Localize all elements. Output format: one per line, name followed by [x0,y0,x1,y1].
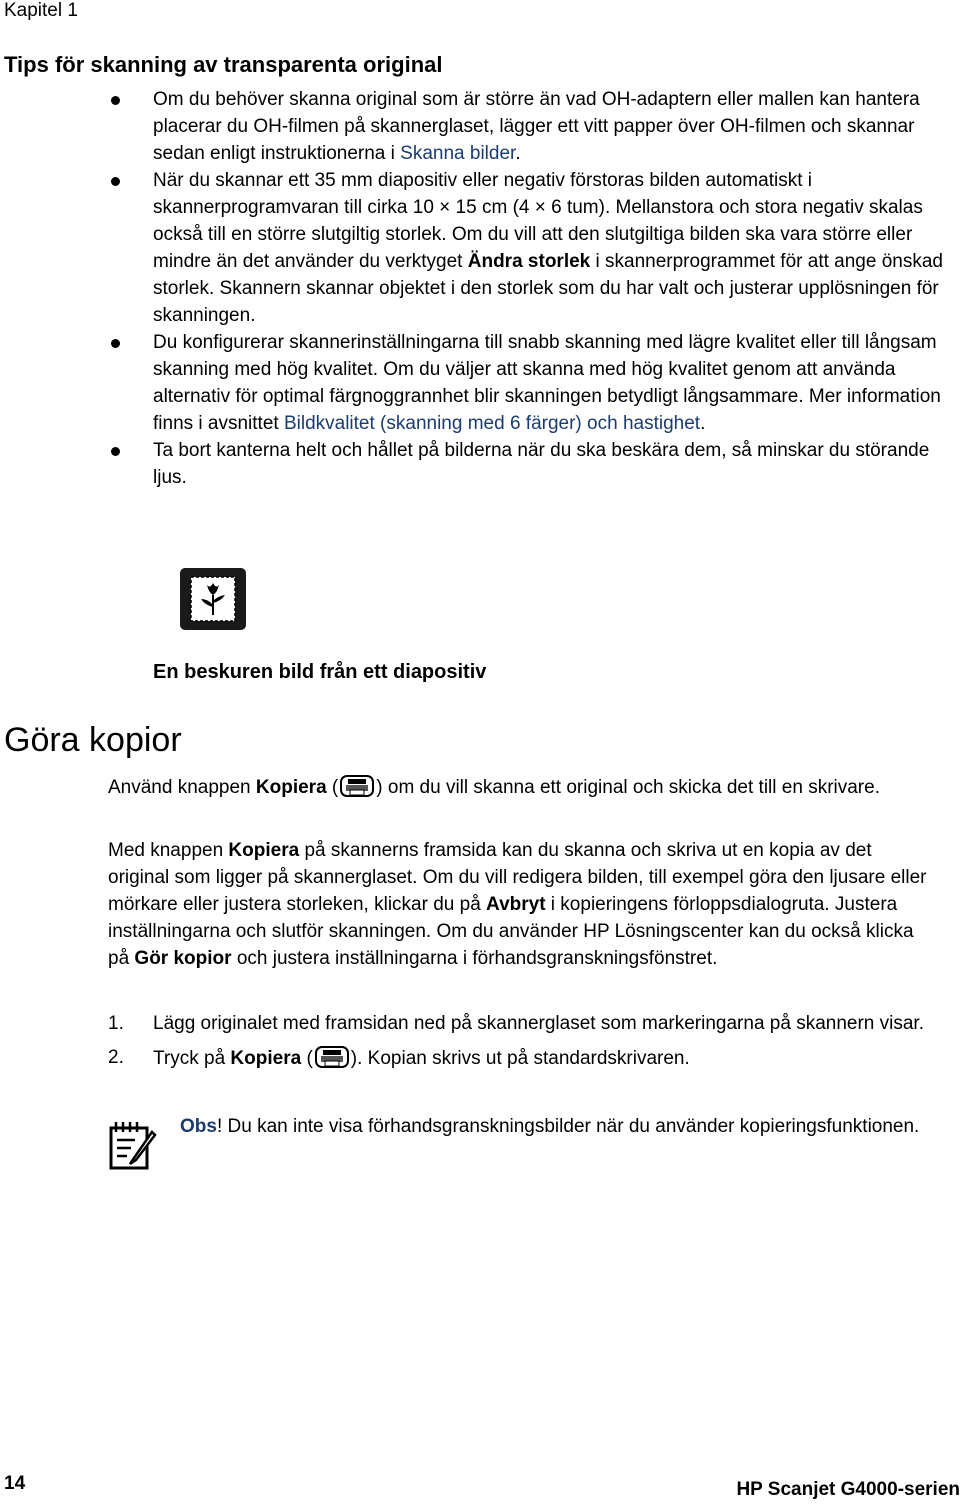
para-text: i kopieringens förloppsdialogruta. Justera inställningarna och slutför skanningen. Om du använder HP Lösningscenter kan du också klicka på [108,894,914,969]
bold-term-avbryt: Avbryt [486,894,546,915]
tips-list [110,86,960,491]
paren-open: ( [301,1048,313,1069]
bullet-dot-icon [111,339,120,348]
bold-term-kopiera: Kopiera [228,840,300,861]
figure-caption: En beskuren bild från ett diapositiv [153,661,487,683]
list-item [110,86,960,167]
para-text: på skannerns framsida kan du skanna och skriva ut en kopia av det original som ligger på skannerglaset. Om du vill redigera bilden, till exempel göra den ljusare eller mörkare eller justera storleken, klickar du på [108,840,927,915]
footer-product: HP Scanjet G4000-serien [736,1479,960,1500]
bullet-text: Ta bort kanterna helt och hållet på bilderna när du ska beskära dem, så minskar du störande ljus. [153,440,930,488]
bullet-text-end: . [700,413,706,434]
step-item [108,1044,938,1072]
note-label: Obs [180,1116,217,1137]
bullet-text-end: . [515,143,521,164]
bullet-text: Om du behöver skanna original som är större än vad OH-adaptern eller mallen kan hantera placerar du OH-filmen på skannerglaset, lägger ett vitt papper över OH-filmen och skannar sedan enligt instruktionerna i [153,89,920,164]
bullet-dot-icon [111,177,120,186]
running-head: Kapitel 1 [4,0,78,21]
link-bildkvalitet[interactable]: Bildkvalitet (skanning med 6 färger) och hastighet [283,413,701,434]
bold-term-kopiera: Kopiera [230,1048,302,1069]
step-text-end: ). Kopian skrivs ut på standardskrivaren. [350,1048,690,1069]
section-heading: Tips för skanning av transparenta original [4,52,443,77]
page-number: 14 [4,1473,26,1494]
paren-open: ( [326,777,339,798]
step-number: 1. [108,1013,124,1034]
link-skanna-bilder[interactable]: Skanna bilder [400,143,516,164]
copier-icon [339,773,375,799]
bullet-text: Du konfigurerar skannerinställningarna till snabb skanning med lägre kvalitet eller till långsam skanning med hög kvalitet. Om du väljer att skanna med hög kvalitet genom att använda alternativ för optimal färgnoggrannhet blir skanningen betydligt långsammare. Mer information finns i avsnittet [153,332,941,434]
para-text: Använd knappen [108,777,256,798]
para-text: Med knappen [108,840,229,861]
list-item [110,167,960,329]
bullet-dot-icon [111,447,120,456]
step-text: Lägg originalet med framsidan ned på skannerglaset som markeringarna på skannern visar. [153,1013,924,1034]
bold-term-gor-kopior: Gör kopior [134,948,232,969]
flower-slide-icon [179,567,247,631]
note-exclamation: ! [216,1116,223,1137]
note-text: Du kan inte visa förhandsgranskningsbilder när du använder kopieringsfunktionen. [222,1116,920,1137]
steps-list [108,1010,938,1072]
note-box [180,1113,940,1140]
bullet-dot-icon [111,96,120,105]
step-number: 2. [108,1047,124,1068]
bullet-text-end: i skannerprogrammet för att ange önskad storlek. Skannern skannar objektet i den storlek som du har valt och justerar upplösningen för skanningen. [153,251,943,326]
step-text: Tryck på [153,1048,231,1069]
bullet-text: När du skannar ett 35 mm diapositiv eller negativ förstoras bilden automatiskt i skannerprogramvaran till cirka 10 × 15 cm (4 × 6 tum). Mellanstora och stora negativ skalas också till en större slutgiltig storlek. Om du vill att den slutgiltiga bilden ska vara större eller mindre än det använder du verktyget [153,170,923,272]
bold-term-andra-storlek: Ändra storlek [467,251,591,272]
list-item [110,329,960,437]
para-text-end: ) om du vill skanna ett original och skicka det till en skrivare. [376,777,880,798]
kopiera-paragraph [108,773,938,801]
copy-heading: Göra kopior [4,721,182,759]
notepad-pencil-icon [108,1118,160,1172]
para-text-end: och justera inställningarna i förhandsgranskningsfönstret. [231,948,718,969]
kopiera-front-paragraph [108,837,938,972]
list-item [110,437,960,491]
step-item [108,1010,938,1037]
bold-term-kopiera: Kopiera [255,777,327,798]
copier-icon [314,1044,350,1070]
